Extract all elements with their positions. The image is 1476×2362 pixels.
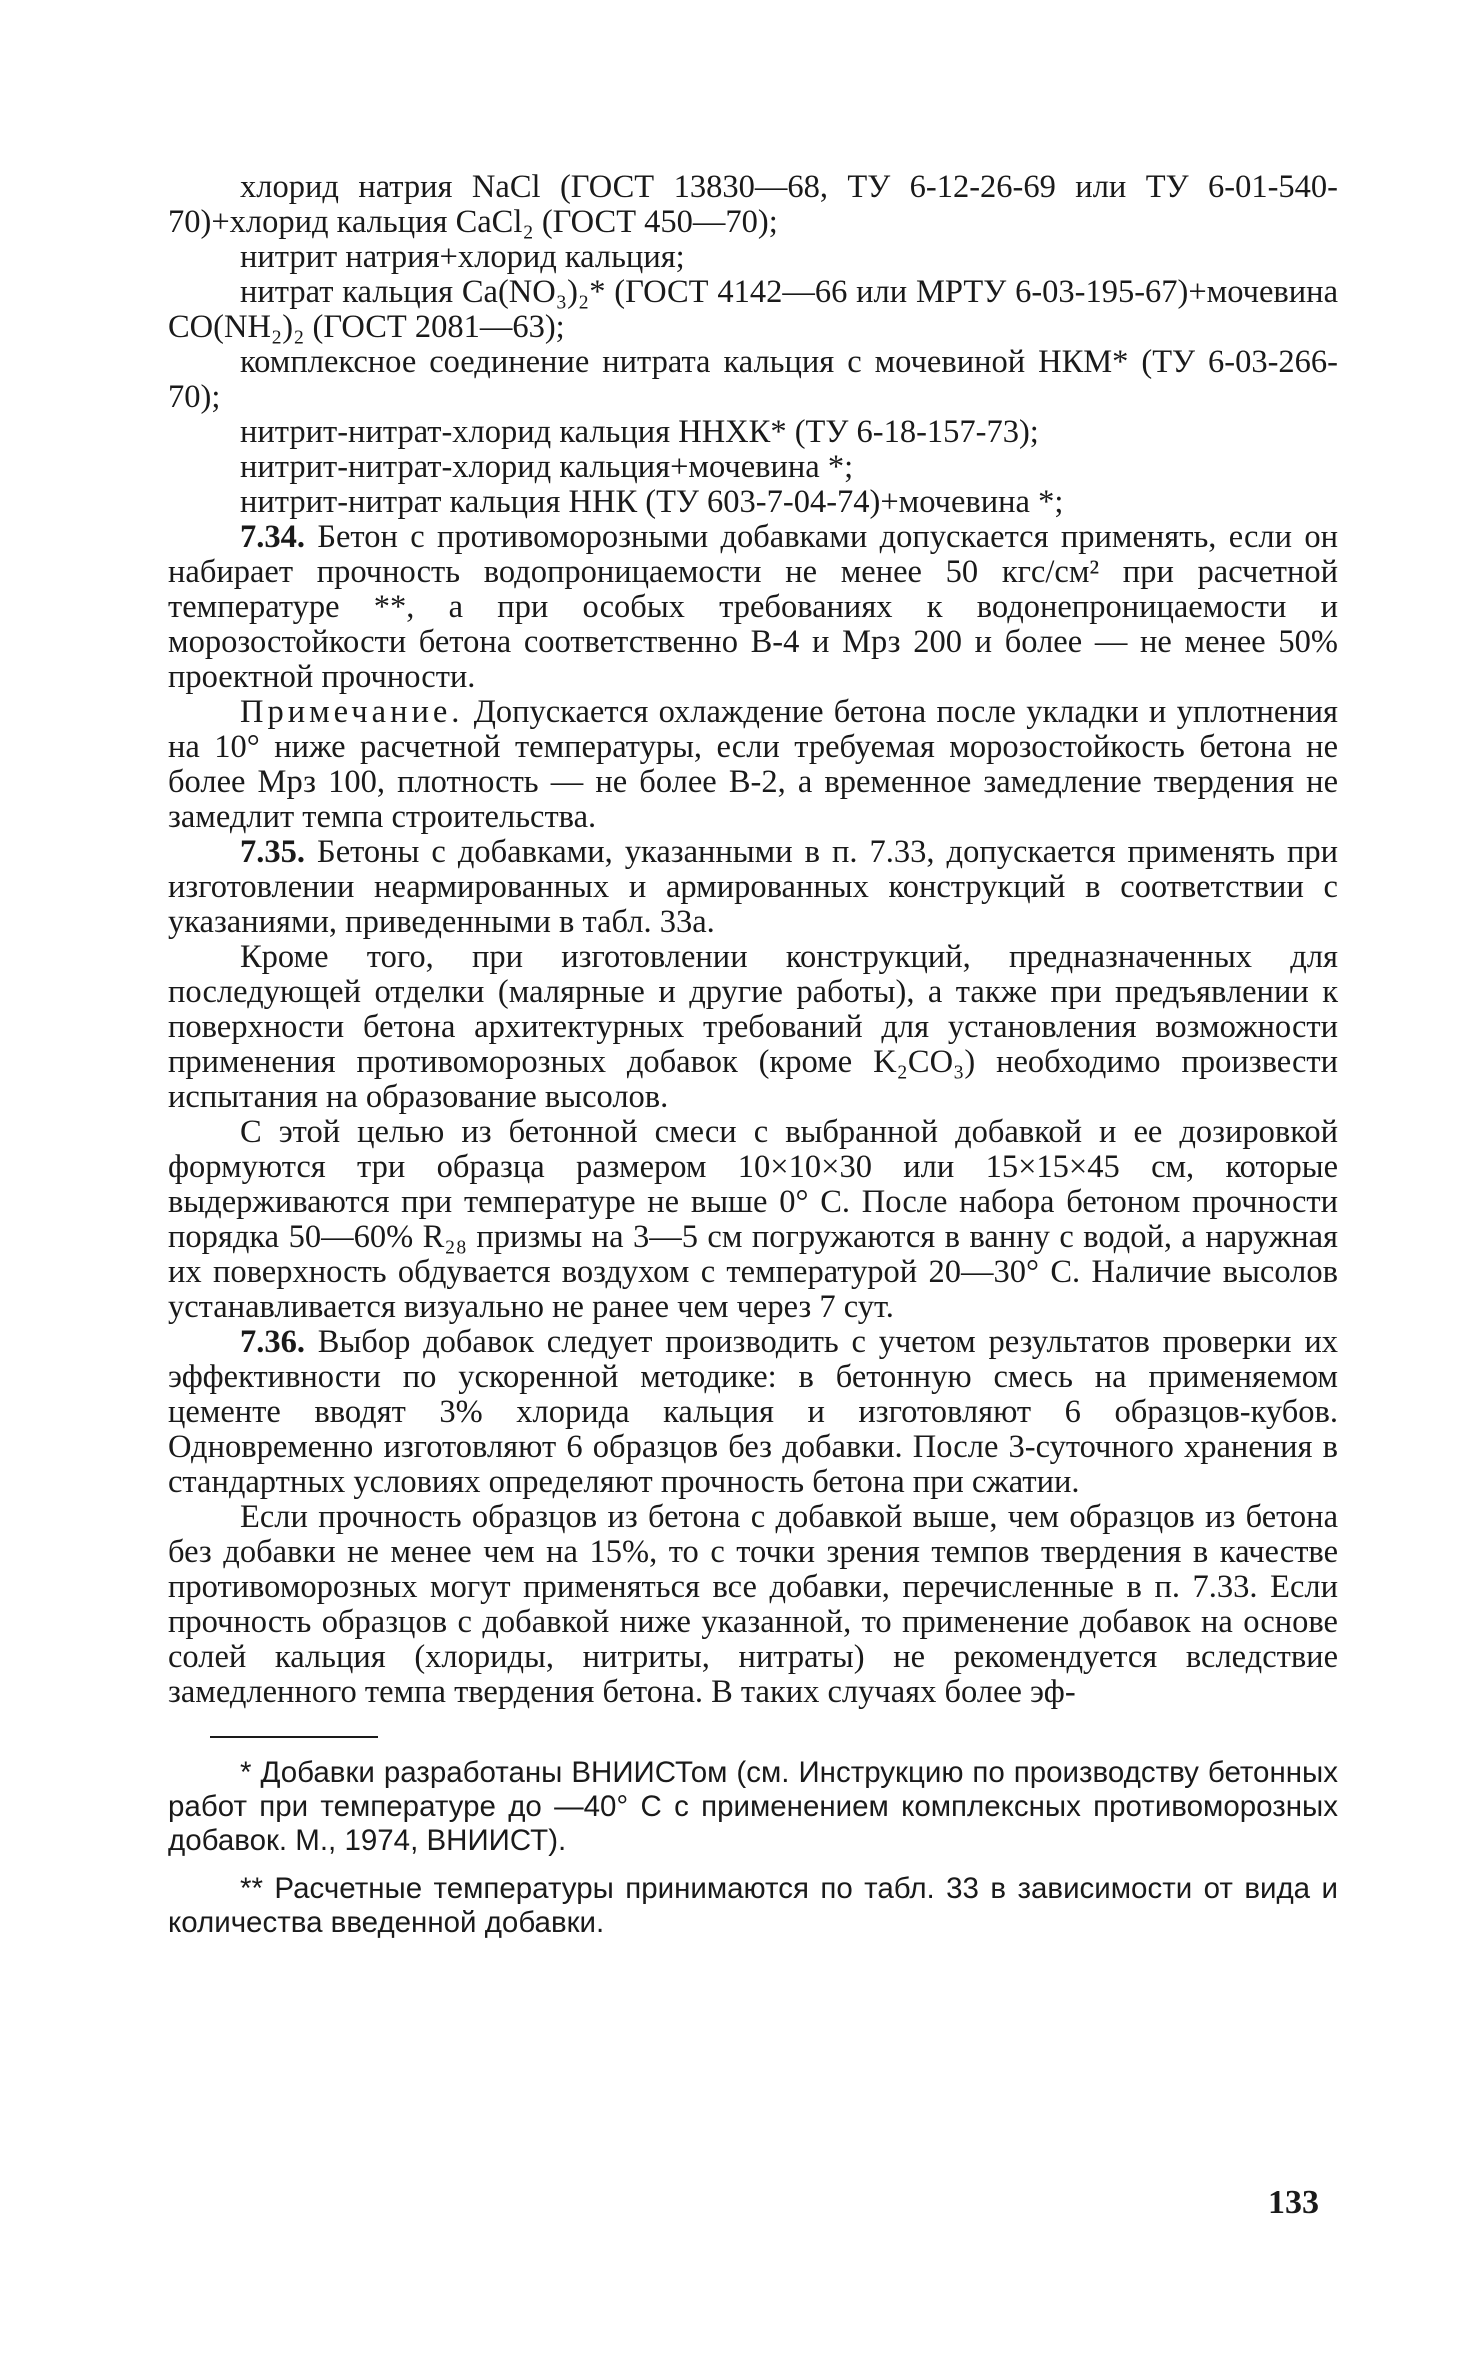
list-item: нитрит-нитрат-хлорид кальция+мочевина *; — [240, 449, 854, 485]
footnote: * Добавки разработаны ВНИИСТом (см. Инструкцию по производству бетонных работ при температуре до —40° С с применением комплексных противоморозных добавок. М., 1974, ВНИИСТ). — [168, 1756, 1338, 1857]
list-item: комплексное соединение нитрата кальция с мочевиной НКМ* (ТУ 6-03-266-70); — [168, 344, 1338, 415]
section-7-34 — [168, 520, 1338, 695]
note-label: Примечание. — [240, 694, 464, 730]
paragraph: Если прочность образцов из бетона с добавкой выше, чем образцов из бетона без добавки не менее чем на 15%, то с точки зрения темпов твердения в качестве противоморозных могут применяться все добавки, перечисленные в п. 7.33. Если прочность образцов с добавкой ниже указанной, то применение добавок на основе солей кальция (хлориды, нитриты, нитраты) не рекомендуется вследствие замедленного темпа твердения бетона. В таких случаях более эф- — [168, 1499, 1338, 1710]
page-number: 133 — [1268, 2184, 1319, 2221]
paragraph: Кроме того, при изготовлении конструкций, предназначенных для последующей отделки (малярные и другие работы), а также при предъявлении к поверхности бетона архитектурных требований для установления возможности применения противоморозных добавок (кроме K₂CO₃) необходимо произвести испытания на образование высолов. — [168, 939, 1338, 1115]
page-body — [168, 170, 1338, 1954]
section-7-36 — [168, 1325, 1338, 1500]
paragraph: С этой целью из бетонной смеси с выбранной добавкой и ее дозировкой формуются три образца размером 10×10×30 или 15×15×45 см, которые выдерживаются при температуре не выше 0° С. После набора бетоном прочности порядка 50—60% R₂₈ призмы на 3—5 см погружаются в ванну с водой, а наружная их поверхность обдувается воздухом с температурой 20—30° С. Наличие высолов устанавливается визуально не ранее чем через 7 сут. — [168, 1114, 1338, 1325]
section-number: 7.36. — [240, 1324, 305, 1360]
section-text: Бетон с противоморозными добавками допускается применять, если он набирает прочность водопроницаемости не менее 50 кгс/см² при расчетной температуре **, а при особых требованиях к водонепроницаемости и морозостойкости бетона соответственно В-4 и Мрз 200 и более — не менее 50% проектной прочности. — [168, 519, 1339, 695]
section-number: 7.35. — [240, 834, 305, 870]
list-item: нитрит натрия+хлорид кальция; — [240, 239, 685, 275]
section-text: Бетоны с добавками, указанными в п. 7.33, допускается применять при изготовлении неармированных и армированных конструкций в соответствии с указаниями, приведенными в табл. 33а. — [168, 834, 1339, 940]
additive-list — [168, 170, 1338, 520]
note-paragraph — [168, 695, 1338, 835]
list-item: нитрат кальция Ca(NO₃)₂* (ГОСТ 4142—66 или МРТУ 6-03-195-67)+мочевина CO(NH₂)₂ (ГОСТ 2081—63); — [168, 274, 1338, 345]
note-text: Допускается охлаждение бетона после укладки и уплотнения на 10° ниже расчетной температуры, если требуемая морозостойкость бетона не более Мрз 100, плотность — не более В-2, а временное замедление твердения не замедлит темпа строительства. — [168, 694, 1339, 835]
list-item: нитрит-нитрат кальция ННК (ТУ 603-7-04-74)+мочевина *; — [240, 484, 1064, 520]
section-7-35 — [168, 835, 1338, 940]
list-item: нитрит-нитрат-хлорид кальция ННХК* (ТУ 6-18-157-73); — [240, 414, 1039, 450]
footnote: ** Расчетные температуры принимаются по табл. 33 в зависимости от вида и количества введенной добавки. — [168, 1872, 1338, 1939]
list-item: хлорид натрия NaCl (ГОСТ 13830—68, ТУ 6-12-26-69 или ТУ 6-01-540-70)+хлорид кальция CaCl₂ (ГОСТ 450—70); — [168, 169, 1338, 240]
section-text: Выбор добавок следует производить с учетом результатов проверки их эффективности по ускоренной методике: в бетонную смесь на применяемом цементе вводят 3% хлорида кальция и изготовляют 6 образцов-кубов. Одновременно изготовляют 6 образцов без добавки. После 3-суточного хранения в стандартных условиях определяют прочность бетона при сжатии. — [168, 1324, 1338, 1500]
section-number: 7.34. — [240, 519, 305, 555]
footnote-divider — [210, 1736, 378, 1738]
